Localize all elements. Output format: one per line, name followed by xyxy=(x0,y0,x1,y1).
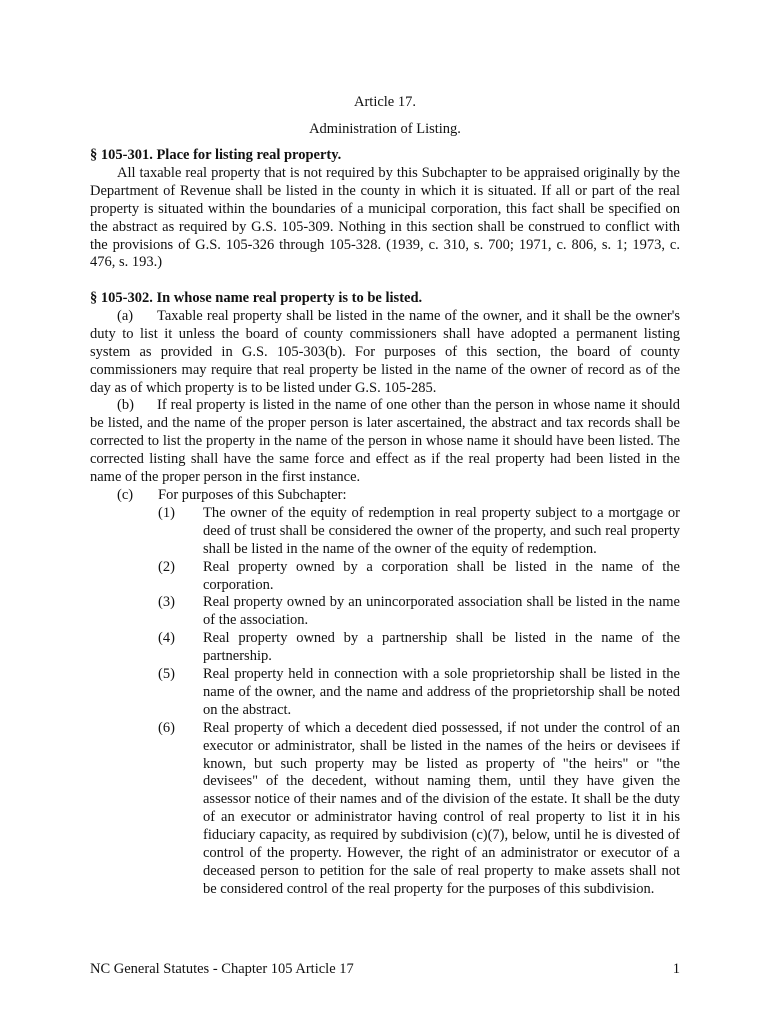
item-label: (2) xyxy=(158,558,175,575)
list-item xyxy=(90,594,680,630)
list-item xyxy=(90,559,680,595)
list-item xyxy=(90,505,680,559)
footer-title: NC General Statutes - Chapter 105 Article 17 xyxy=(90,961,354,977)
item-label: (3) xyxy=(158,594,175,611)
item-text: Real property of which a decedent died possessed, if not under the control of an executor or administrator, shall be listed in the names of the heirs or devisees if known, but such property may be listed as property of "the heirs" or "the devisees" of the decedent, without naming them, until they have given the assessor notice of their names and of the division of the estate. It shall be the duty of an executor or administrator having control of real property to list it in his fiduciary capacity, as required by subdivision (c)(7), below, until he is divested of control of the property. However, the right of an administrator or executor of a deceased person to petition for the sale of real property to make assets shall not be considered control of the real property for the purposes of this subdivision. xyxy=(203,719,680,897)
section-heading: § 105-301. Place for listing real property. xyxy=(90,147,342,163)
item-text: Real property owned by a corporation shall be listed in the name of the corporation. xyxy=(203,558,680,593)
subsection-text: Taxable real property shall be listed in the name of the owner, and it shall be the owner's duty to list it unless the board of county commissioners shall have adopted a permanent listing system as provided in G.S. 105-303(b). For purposes of this section, the board of county commissioners may require that real property be listed in the name of the owner of record as of the day as of which property is to be listed under G.S. 105-285. xyxy=(90,307,680,396)
subsection-c xyxy=(90,487,680,505)
item-text: Real property owned by a partnership shall be listed in the name of the partnership. xyxy=(203,630,680,665)
subsection-label: (b) xyxy=(117,397,134,414)
section-paragraph: All taxable real property that is not required by this Subchapter to be appraised originally by the Department of Revenue shall be listed in the county in which it is situated. If all or part of the real property is situated within the boundaries of a municipal corporation, this fact shall be specified on the abstract as required by G.S. 105-309. Nothing in this section shall be construed to conflict with the provisions of G.S. 105-326 through 105-328. (1939, c. 310, s. 700; 1971, c. 806, s. 1; 1973, c. 476, s. 193.) xyxy=(90,164,680,271)
article-title: Administration of Listing. xyxy=(309,121,461,137)
subsection-b xyxy=(90,397,680,487)
subsection-label: (c) xyxy=(117,486,134,503)
subsection-a xyxy=(90,308,680,398)
item-text: The owner of the equity of redemption in real property subject to a mortgage or deed of trust shall be considered the owner of the property, and such real property shall be listed in the name of the owner of the equity of redemption. xyxy=(203,504,680,557)
item-label: (6) xyxy=(158,719,175,736)
section-heading: § 105-302. In whose name real property is to be listed. xyxy=(90,290,423,306)
item-label: (1) xyxy=(158,504,175,521)
subsection-text: If real property is listed in the name of one other than the person in whose name it should be listed, and the name of the proper person is later ascertained, the abstract and tax records shall be corrected to list the property in the name of the person in whose name it should have been listed. The corrected listing shall have the same force and effect as if the real property had been listed in the name of the proper person in the first instance. xyxy=(90,397,680,486)
list-item xyxy=(90,666,680,720)
item-text: Real property held in connection with a sole proprietorship shall be listed in the name of the owner, and the name and address of the proprietorship shall be noted on the abstract. xyxy=(203,666,680,718)
page-number: 1 xyxy=(672,961,680,977)
subsection-label: (a) xyxy=(117,307,134,324)
list-item xyxy=(90,630,680,666)
subsection-text: For purposes of this Subchapter: xyxy=(158,486,347,503)
item-label: (5) xyxy=(158,666,175,683)
item-text: Real property owned by an unincorporated association shall be listed in the name of the association. xyxy=(203,594,680,629)
section-105-301 xyxy=(90,147,680,272)
list-item xyxy=(90,720,680,899)
item-label: (4) xyxy=(158,630,175,647)
section-105-302 xyxy=(90,290,680,899)
article-number: Article 17. xyxy=(353,94,416,110)
